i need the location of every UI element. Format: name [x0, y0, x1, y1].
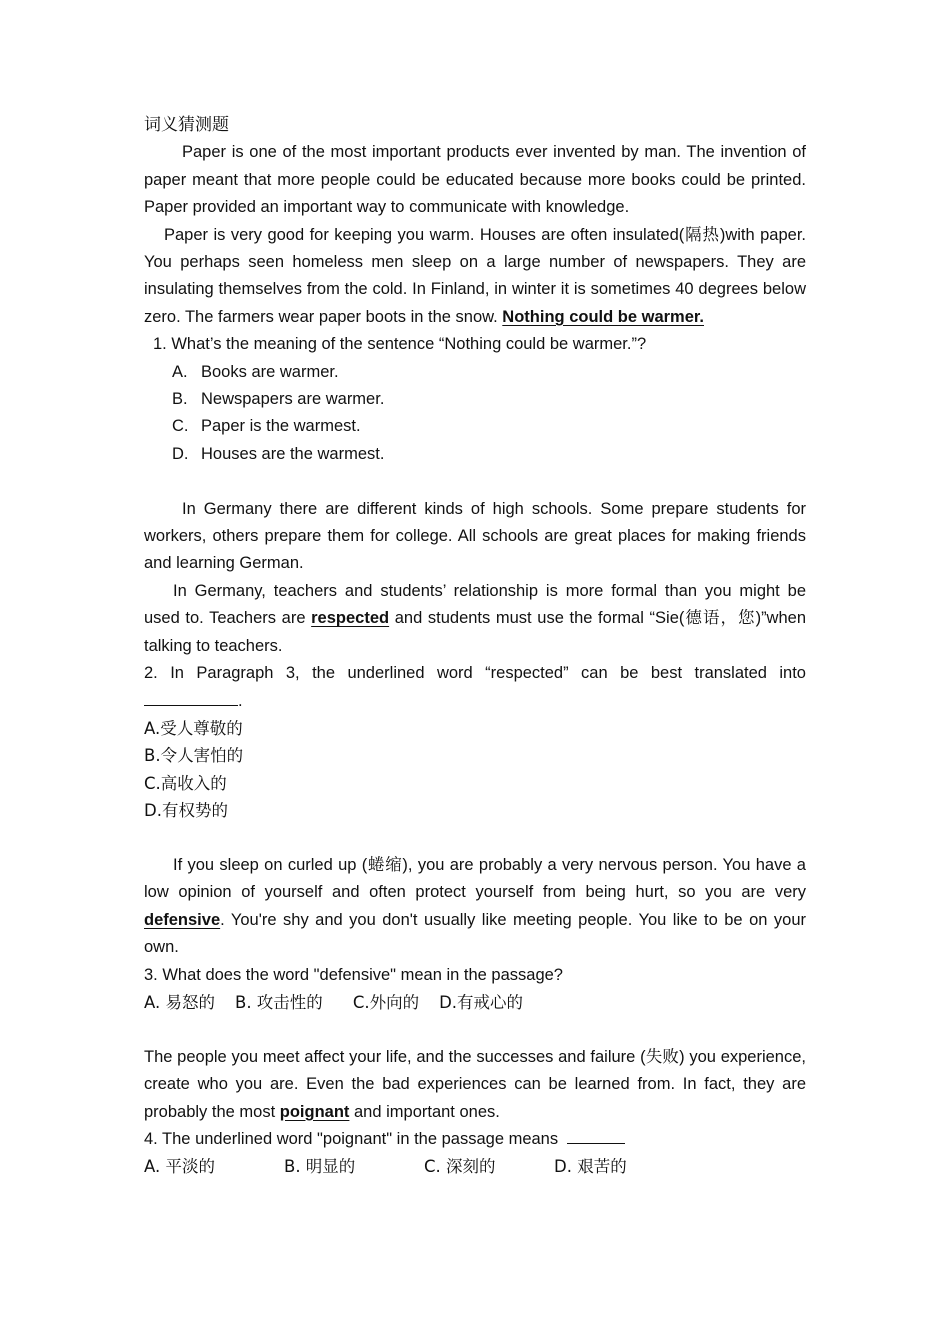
question3: 3. What does the word "defensive" mean in the passage? [144, 965, 563, 984]
answer-blank[interactable] [567, 1127, 625, 1144]
question1: 1. What’s the meaning of the sentence “Nothing could be warmer.”? [153, 335, 647, 354]
question1-option-a[interactable]: A. Books are warmer. [172, 362, 339, 381]
question4-option-b[interactable]: B. 明显的 [284, 1157, 356, 1177]
question2: 2. In Paragraph 3, the underlined word “respected” can be best translated into [144, 664, 806, 683]
question1-option-b[interactable]: B. Newspapers are warmer. [172, 390, 385, 409]
passage3-paragraph: If you sleep on curled up (蜷缩), you are probably a very nervous person. You have a low opinion of yourself and often protect yourself from being hurt, so you are very defensive. You're shy and you don't usually like meeting people. You like to be on your own. [144, 855, 806, 957]
passage2-paragraph1: In Germany there are different kinds of high schools. Some prepare students for workers, others prepare them for college. All schools are great places for making friends and learning German. [144, 499, 806, 573]
question3-option-a[interactable]: A. 易怒的 [144, 992, 215, 1012]
worksheet-title: 词义猜测题 [144, 115, 229, 135]
passage4-paragraph: The people you meet affect your life, and the successes and failure (失败) you experience, create who you are. Even the bad experiences can be learned from. In fact, they are probably the most poignant and important ones. [144, 1047, 806, 1121]
passage1-paragraph1: Paper is one of the most important products ever invented by man. The invention of paper meant that more people could be educated because more books could be printed. Paper provided an important way to communicate with knowledge. [144, 143, 806, 217]
question4-option-a[interactable]: A. 平淡的 [144, 1157, 215, 1177]
question3-option-d[interactable]: D.有戒心的 [439, 992, 524, 1012]
worksheet [144, 112, 806, 1181]
passage2-paragraph2: In Germany, teachers and students’ relationship is more formal than you might be used to. Teachers are respected and students must use the formal “Sie(德语，您)”when talking to teachers. [144, 581, 807, 655]
question4: 4. The underlined word "poignant" in the passage means [144, 1126, 806, 1153]
question3-options [144, 989, 806, 1016]
question2-option-c[interactable]: C.高收入的 [144, 773, 227, 793]
question2-option-b[interactable]: B.令人害怕的 [144, 746, 244, 766]
question1-option-d[interactable]: D. Houses are the warmest. [172, 444, 385, 463]
question2-option-a[interactable]: A.受人尊敬的 [144, 718, 243, 738]
question4-option-d[interactable]: D. 艰苦的 [554, 1157, 627, 1177]
underlined-word-respected: respected [311, 609, 390, 628]
passage1-paragraph2 [144, 222, 806, 332]
question1-option-c[interactable]: C. Paper is the warmest. [172, 417, 361, 436]
question2-blank-line: . [144, 688, 806, 715]
question3-option-c[interactable]: C.外向的 [352, 992, 420, 1012]
question4-options [144, 1153, 806, 1180]
underlined-word-defensive: defensive [144, 910, 221, 929]
underlined-word-poignant: poignant [279, 1102, 350, 1121]
underlined-sentence: Nothing could be warmer. [502, 307, 704, 326]
question4-option-c[interactable]: C. 深刻的 [424, 1157, 496, 1177]
question3-option-b[interactable]: B. 攻击性的 [235, 992, 323, 1012]
answer-blank[interactable] [144, 689, 238, 706]
passage1-paragraph2-text: Paper is very good for keeping you warm. Houses are often insulated(隔热)with paper. You perhaps seen homeless men sleep on a large number of newspapers. They are insulating themselves from the cold. In Finland, in winter it is sometimes 40 degrees below zero. The farmers wear paper boots in the snow. [144, 225, 806, 326]
question2-option-d[interactable]: D.有权势的 [144, 801, 228, 821]
